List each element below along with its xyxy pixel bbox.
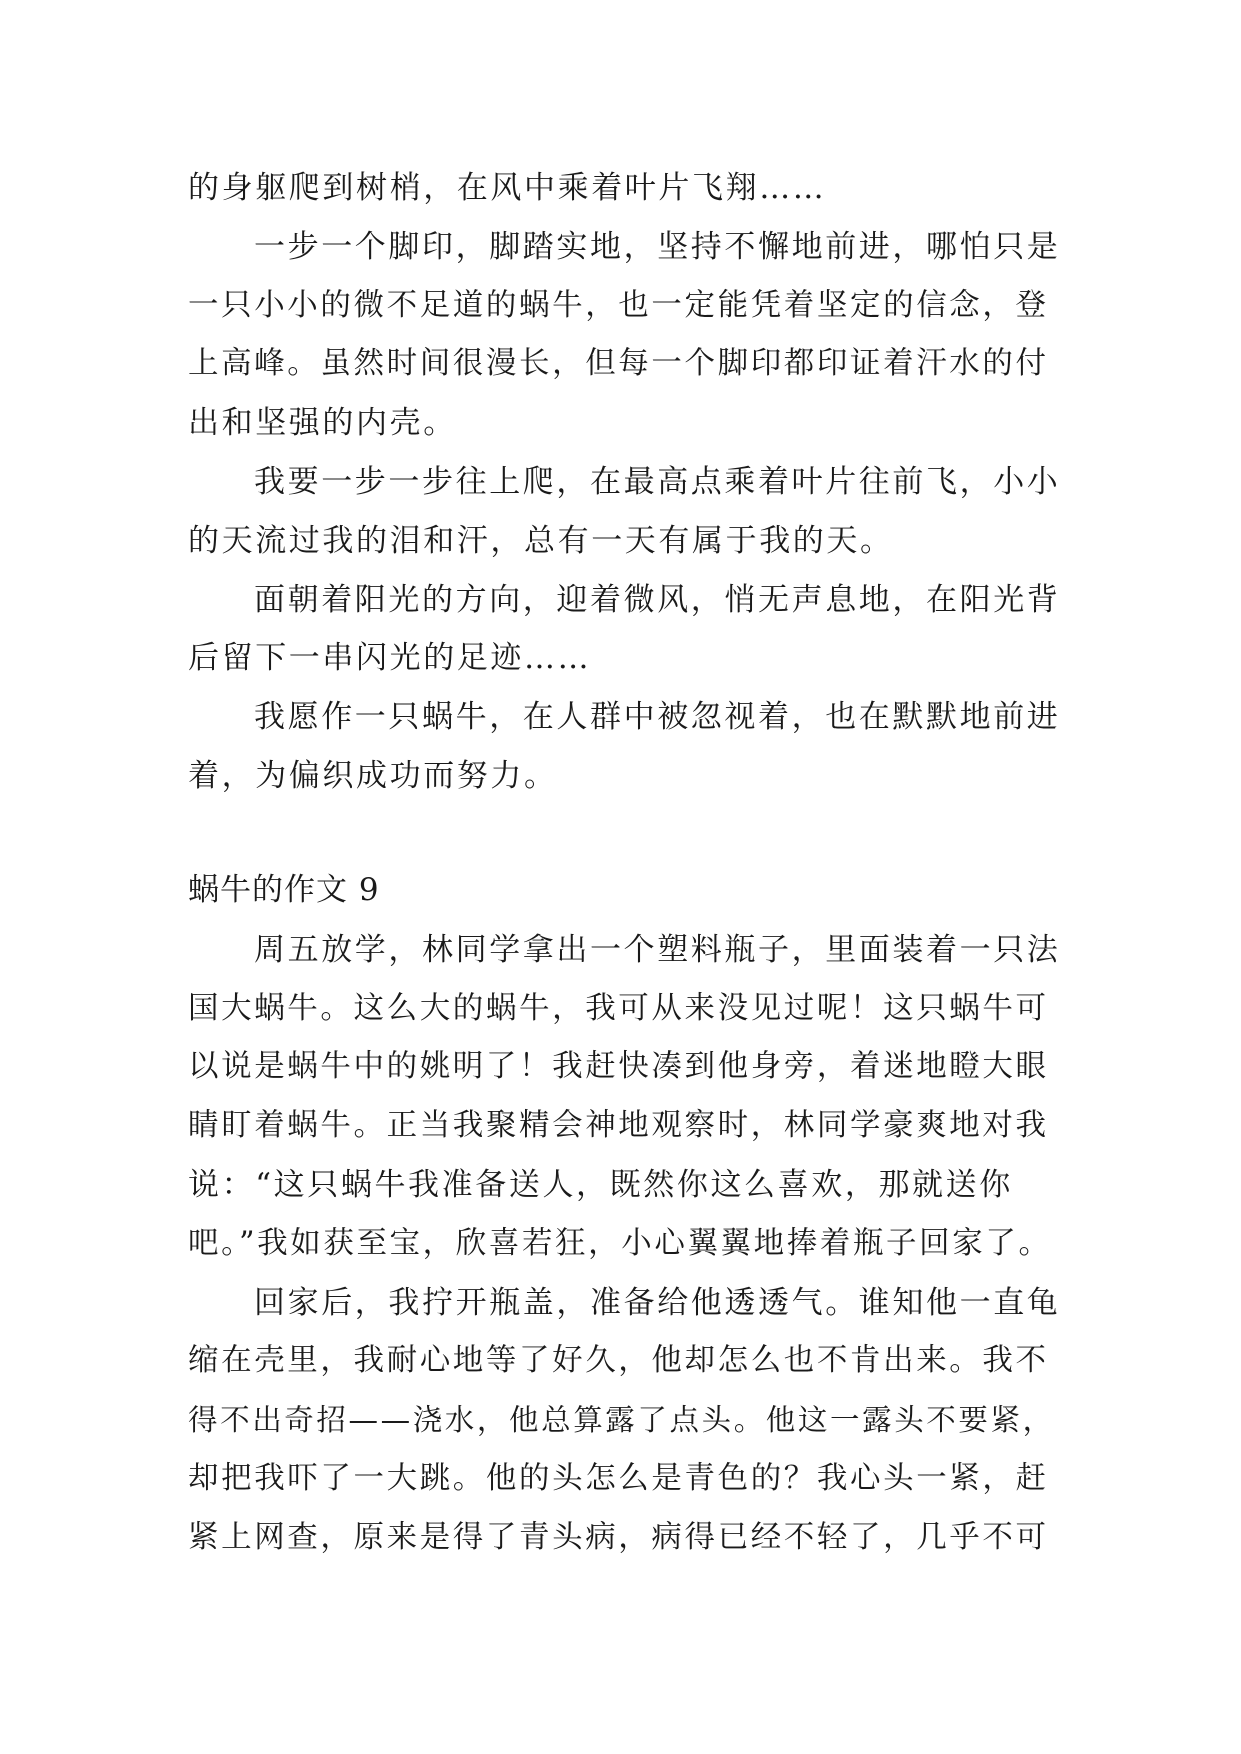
paragraph-line: 着，为偏织成功而努力。 <box>188 758 558 794</box>
paragraph-line: 一步一个脚印，脚踏实地，坚持不懈地前进，哪怕只是 <box>254 229 1061 265</box>
paragraph-line: 吧。”我如获至宝，欣喜若狂，小心翼翼地捧着瓶子回家了。 <box>188 1226 1052 1261</box>
paragraph-line: 面朝着阳光的方向，迎着微风，悄无声息地，在阳光背 <box>254 582 1061 618</box>
paragraph-line: 我愿作一只蜗牛，在人群中被忽视着，也在默默地前进 <box>254 699 1061 735</box>
paragraph-line: 得不出奇招——浇水，他总算露了点头。他这一露头不要紧， <box>188 1403 1055 1437</box>
paragraph-line: 缩在壳里，我耐心地等了好久，他却怎么也不肯出来。我不 <box>188 1343 1049 1378</box>
paragraph-line: 却把我吓了一大跳。他的头怎么是青色的？我心头一紧，赶 <box>188 1461 1049 1496</box>
paragraph-line: 回家后，我拧开瓶盖，准备给他透透气。谁知他一直龟 <box>254 1285 1061 1321</box>
paragraph-line: 的天流过我的泪和汗，总有一天有属于我的天。 <box>188 523 894 559</box>
paragraph-line: 以说是蜗牛中的姚明了！我赶快凑到他身旁，着迷地瞪大眼 <box>188 1049 1049 1084</box>
paragraph-line: 出和坚强的内壳。 <box>188 405 457 441</box>
paragraph-line: 后留下一串闪光的足迹…… <box>188 640 592 676</box>
paragraph-line: 紧上网查，原来是得了青头病，病得已经不轻了，几乎不可 <box>188 1520 1049 1555</box>
section-title: 蜗牛的作文 9 <box>188 872 380 908</box>
paragraph-line: 说：“这只蜗牛我准备送人，既然你这么喜欢，那就送你 <box>188 1167 1013 1203</box>
paragraph-line: 我要一步一步往上爬，在最高点乘着叶片往前飞，小小 <box>254 464 1061 500</box>
paragraph-line: 周五放学，林同学拿出一个塑料瓶子，里面装着一只法 <box>254 932 1061 968</box>
paragraph-line: 的身躯爬到树梢，在风中乘着叶片飞翔…… <box>188 170 827 206</box>
paragraph-line: 上高峰。虽然时间很漫长，但每一个脚印都印证着汗水的付 <box>188 346 1049 381</box>
paragraph-line: 一只小小的微不足道的蜗牛，也一定能凭着坚定的信念，登 <box>188 288 1049 323</box>
paragraph-line: 睛盯着蜗牛。正当我聚精会神地观察时，林同学豪爽地对我 <box>188 1108 1049 1143</box>
paragraph-line: 国大蜗牛。这么大的蜗牛，我可从来没见过呢！这只蜗牛可 <box>188 991 1049 1026</box>
